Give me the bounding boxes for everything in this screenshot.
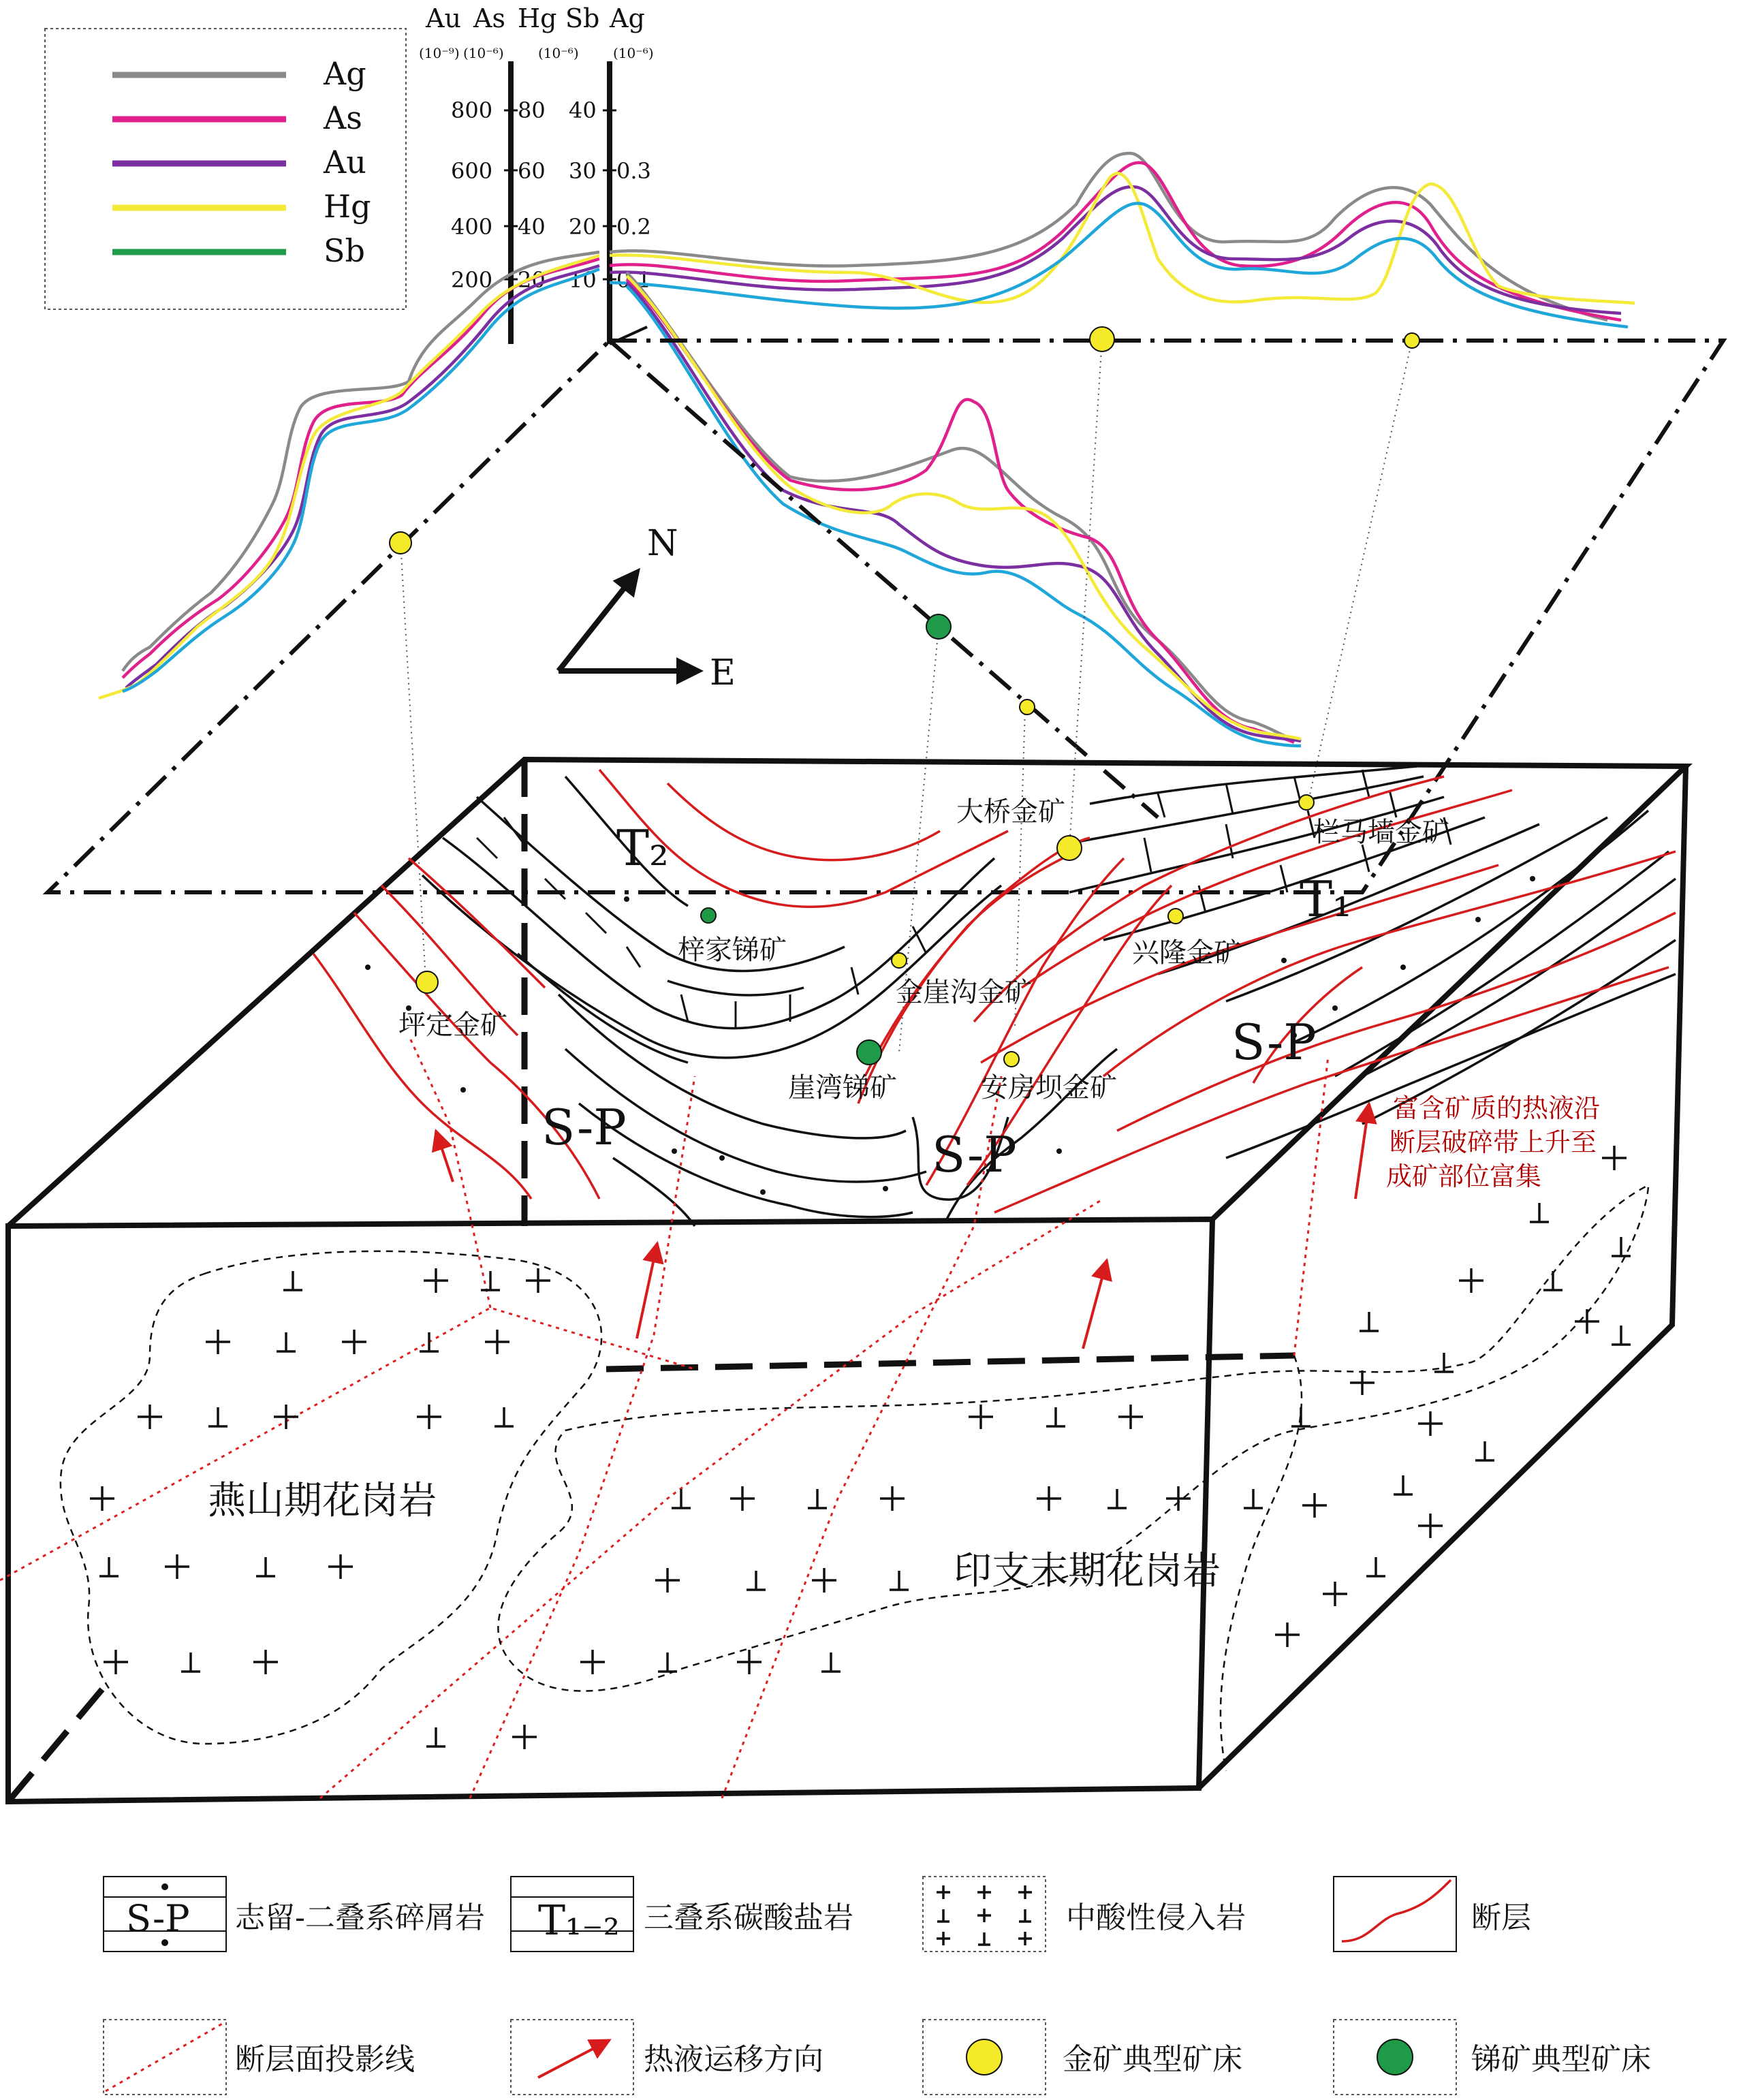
granite-cross-symbol bbox=[104, 1650, 128, 1674]
granite-cross-symbol bbox=[206, 1330, 230, 1354]
granite-cross-symbol bbox=[730, 1486, 755, 1511]
label-zijia: 梓家锑矿 bbox=[678, 935, 787, 966]
unit-sp-3: S-P bbox=[1231, 1014, 1317, 1071]
legend-t bbox=[511, 1877, 853, 1952]
tick-as-60: 60 bbox=[518, 158, 546, 184]
granite-cross-symbol bbox=[1459, 1268, 1483, 1293]
granite-tee-symbol bbox=[1108, 1489, 1127, 1508]
granite-cross-symbol bbox=[1602, 1146, 1627, 1170]
label-jinyagou: 金崖沟金矿 bbox=[896, 977, 1032, 1008]
granite-cross-symbol bbox=[90, 1486, 114, 1511]
label-daqiao: 大桥金矿 bbox=[956, 796, 1065, 828]
granite-tee-symbol bbox=[1394, 1475, 1413, 1494]
granite-cross-symbol bbox=[253, 1650, 278, 1674]
legend-sp bbox=[104, 1877, 485, 1952]
legend-label-as: As bbox=[324, 99, 362, 136]
axis-unit-as: (10⁻⁶) bbox=[463, 45, 504, 61]
tick-as-80: 80 bbox=[518, 97, 546, 123]
granite-tee-symbol bbox=[1530, 1203, 1549, 1222]
block-frame bbox=[8, 759, 1686, 1802]
granite-tee-symbol bbox=[426, 1727, 445, 1746]
legend-antimony bbox=[1334, 2020, 1651, 2095]
legend-cross-symbol bbox=[1018, 1885, 1032, 1899]
granite-bodies bbox=[61, 1185, 1648, 1771]
curve-west-au bbox=[126, 266, 599, 688]
legend-t-label: 三叠系碳酸盐岩 bbox=[644, 1900, 853, 1935]
unit-sp-1: S-P bbox=[541, 1099, 627, 1156]
plane-dot-4 bbox=[1090, 327, 1114, 351]
deposit-dot-jinyagou bbox=[892, 953, 907, 968]
unit-t1: T₁ bbox=[1300, 871, 1352, 928]
granite-tee-symbol bbox=[256, 1557, 275, 1576]
granite-cross-symbol bbox=[165, 1554, 189, 1579]
legend-fault bbox=[1334, 1877, 1531, 1952]
granite-tee-symbol bbox=[1612, 1237, 1631, 1256]
axis-title-hg: Hg bbox=[518, 3, 557, 33]
axis-unit-au: (10⁻⁹) bbox=[419, 45, 460, 61]
deposit-dot-pingding bbox=[416, 971, 438, 993]
deposit-dot-daqiao bbox=[1057, 836, 1082, 860]
granite-cross-symbol bbox=[526, 1268, 550, 1293]
legend-label-ag: Ag bbox=[324, 55, 366, 92]
intrusive-symbols bbox=[90, 1146, 1631, 1749]
axis-unit-hg: (10⁻⁶) bbox=[538, 45, 579, 61]
curve-east-sb bbox=[610, 203, 1628, 327]
granite-tee-symbol bbox=[658, 1652, 677, 1672]
axis-unit-ag: (10⁻⁶) bbox=[613, 45, 654, 61]
projection-leaders bbox=[401, 339, 1412, 1052]
granite-cross-symbol bbox=[424, 1268, 448, 1293]
legend-sp-label: 志留-二叠系碎屑岩 bbox=[235, 1900, 485, 1935]
granite-cross-symbol bbox=[1350, 1370, 1375, 1395]
annotation-line-3: 成矿部位富集 bbox=[1386, 1161, 1542, 1191]
granite-cross-symbol bbox=[342, 1330, 366, 1354]
granite-tee-symbol bbox=[494, 1407, 514, 1426]
granite-cross-symbol bbox=[1302, 1493, 1327, 1518]
granite-tee-symbol bbox=[821, 1652, 841, 1672]
granite-cross-symbol bbox=[580, 1650, 605, 1674]
legend-cross-symbol bbox=[1018, 1932, 1032, 1945]
granite-cross-symbol bbox=[880, 1486, 905, 1511]
legend-antimony-label: 锑矿典型矿床 bbox=[1471, 2042, 1651, 2077]
axis-title-ag: Ag bbox=[610, 3, 645, 33]
granite-tee-symbol bbox=[890, 1571, 909, 1590]
annotation-line-2: 断层破碎带上升至 bbox=[1389, 1127, 1597, 1157]
plane-dot-2 bbox=[926, 614, 951, 639]
tick-au-800: 800 bbox=[451, 97, 493, 123]
legend-gold bbox=[923, 2020, 1242, 2095]
granite-tee-symbol bbox=[1366, 1557, 1385, 1576]
legend-intrusive-label: 中酸性侵入岩 bbox=[1066, 1900, 1246, 1935]
granite-cross-symbol bbox=[1037, 1486, 1061, 1511]
projection-plane bbox=[48, 341, 1723, 892]
legend-migration bbox=[511, 2020, 823, 2095]
tick-ag-0.1: 0.1 bbox=[616, 267, 651, 293]
granite-tee-symbol bbox=[1475, 1441, 1494, 1460]
label-yawan: 崖湾锑矿 bbox=[788, 1072, 897, 1103]
profile-west bbox=[99, 252, 599, 698]
bottom-legend bbox=[104, 1877, 1651, 2095]
granite-cross-symbol bbox=[655, 1568, 680, 1593]
granite-tee-symbol bbox=[208, 1407, 227, 1426]
granite-tee-symbol bbox=[283, 1271, 302, 1290]
granite-cross-symbol bbox=[737, 1650, 761, 1674]
curve-west-ag bbox=[123, 252, 599, 671]
deposit-dot-yawan bbox=[857, 1040, 881, 1065]
granite-cross-symbol bbox=[274, 1405, 298, 1429]
granite-tee-symbol bbox=[747, 1571, 766, 1590]
legend-cross-symbol bbox=[937, 1885, 950, 1899]
axis-title-sb: Sb bbox=[565, 3, 600, 33]
label-pingding: 坪定金矿 bbox=[398, 1009, 507, 1041]
deposit-dot-lanmaqiang bbox=[1299, 795, 1314, 810]
granite-tee-symbol bbox=[1291, 1407, 1310, 1426]
unit-t2: T₂ bbox=[616, 819, 669, 877]
legend-label-au: Au bbox=[324, 144, 366, 181]
tick-au-600: 600 bbox=[451, 158, 493, 184]
tick-ag-0.2: 0.2 bbox=[616, 214, 651, 240]
granite-tee-symbol bbox=[277, 1332, 296, 1351]
label-anfangba: 安房坝金矿 bbox=[981, 1072, 1117, 1103]
tick-hg-10: 10 bbox=[569, 267, 597, 293]
ticks-au bbox=[451, 97, 492, 293]
legend-label-sb: Sb bbox=[324, 232, 365, 269]
label-lanmaqiang: 栏马墙金矿 bbox=[1313, 817, 1449, 848]
granite-tee-symbol bbox=[1244, 1489, 1263, 1508]
curve-legend bbox=[45, 29, 406, 309]
legend-migration-label: 热液运移方向 bbox=[644, 2042, 823, 2077]
compass-north: N bbox=[647, 523, 678, 564]
granite-cross-symbol bbox=[1275, 1623, 1300, 1647]
legend-tee-symbol bbox=[1019, 1909, 1031, 1922]
plane-dot-1 bbox=[390, 532, 411, 554]
granite-tee-symbol bbox=[1612, 1326, 1631, 1345]
tick-au-200: 200 bbox=[451, 267, 493, 293]
granite-tee-symbol bbox=[1360, 1312, 1379, 1331]
tick-ag-0.3: 0.3 bbox=[616, 158, 651, 184]
legend-fault-label: 断层 bbox=[1471, 1900, 1531, 1935]
deposit-markers bbox=[390, 327, 1419, 1067]
legend-cross-symbol bbox=[977, 1885, 991, 1899]
legend-tee-symbol bbox=[978, 1932, 990, 1945]
tick-hg-30: 30 bbox=[569, 158, 597, 184]
legend-cross-symbol bbox=[977, 1909, 991, 1922]
legend-intrusive bbox=[923, 1877, 1246, 1952]
granite-cross-symbol bbox=[969, 1405, 993, 1429]
granite-cross-symbol bbox=[512, 1725, 537, 1749]
tick-as-20: 20 bbox=[518, 267, 546, 293]
legend-sp-symbol: S-P bbox=[126, 1897, 190, 1940]
legend-tee-symbol bbox=[937, 1909, 949, 1922]
granite-cross-symbol bbox=[1418, 1411, 1443, 1436]
legend-projection bbox=[104, 2020, 415, 2095]
legend-cross-symbol bbox=[937, 1932, 950, 1945]
plane-dot-3 bbox=[1020, 700, 1035, 715]
granite-cross-symbol bbox=[1166, 1486, 1191, 1511]
granite-cross-symbol bbox=[417, 1405, 441, 1429]
granite-cross-symbol bbox=[812, 1568, 836, 1593]
granite-tee-symbol bbox=[181, 1652, 200, 1672]
tick-au-400: 400 bbox=[451, 214, 493, 240]
axis-title-as: As bbox=[473, 3, 505, 33]
granite-tee-symbol bbox=[672, 1489, 691, 1508]
annotation-line-1: 富含矿质的热液沿 bbox=[1393, 1093, 1601, 1123]
axis-title-au: Au bbox=[426, 3, 461, 33]
legend-gold-label: 金矿典型矿床 bbox=[1063, 2042, 1242, 2077]
migration-annotation bbox=[1386, 1093, 1600, 1191]
deposit-dot-anfangba bbox=[1004, 1052, 1019, 1067]
profile-east bbox=[610, 153, 1635, 327]
granite-cross-symbol bbox=[328, 1554, 353, 1579]
granite-tee-symbol bbox=[1046, 1407, 1065, 1426]
indosinian-granite-outline bbox=[498, 1185, 1648, 1691]
compass-east: E bbox=[710, 653, 736, 693]
label-yanshan: 燕山期花岗岩 bbox=[208, 1479, 437, 1523]
deposit-dot-zijia bbox=[701, 908, 716, 923]
legend-t-symbol: T₁₋₂ bbox=[538, 1897, 620, 1945]
deposit-dot-xinglong bbox=[1168, 909, 1183, 924]
granite-tee-symbol bbox=[99, 1557, 119, 1576]
granite-cross-symbol bbox=[1575, 1309, 1599, 1334]
compass bbox=[559, 523, 736, 693]
granite-cross-symbol bbox=[1323, 1582, 1347, 1606]
plane-dot-5 bbox=[1404, 333, 1419, 348]
granite-tee-symbol bbox=[420, 1332, 439, 1351]
tick-hg-40: 40 bbox=[569, 97, 597, 123]
label-indosinian: 印支末期花岗岩 bbox=[954, 1549, 1221, 1593]
legend-label-hg: Hg bbox=[324, 188, 371, 225]
unit-sp-2: S-P bbox=[932, 1126, 1017, 1183]
granite-cross-symbol bbox=[485, 1330, 509, 1354]
granite-tee-symbol bbox=[808, 1489, 827, 1508]
granite-cross-symbol bbox=[1118, 1405, 1143, 1429]
granite-cross-symbol bbox=[138, 1405, 162, 1429]
legend-projection-label: 断层面投影线 bbox=[235, 2042, 415, 2077]
curve-west-as bbox=[123, 259, 599, 678]
tick-hg-20: 20 bbox=[569, 214, 597, 240]
granite-cross-symbol bbox=[1418, 1514, 1443, 1538]
label-xinglong: 兴隆金矿 bbox=[1132, 937, 1241, 969]
tick-as-40: 40 bbox=[518, 214, 546, 240]
